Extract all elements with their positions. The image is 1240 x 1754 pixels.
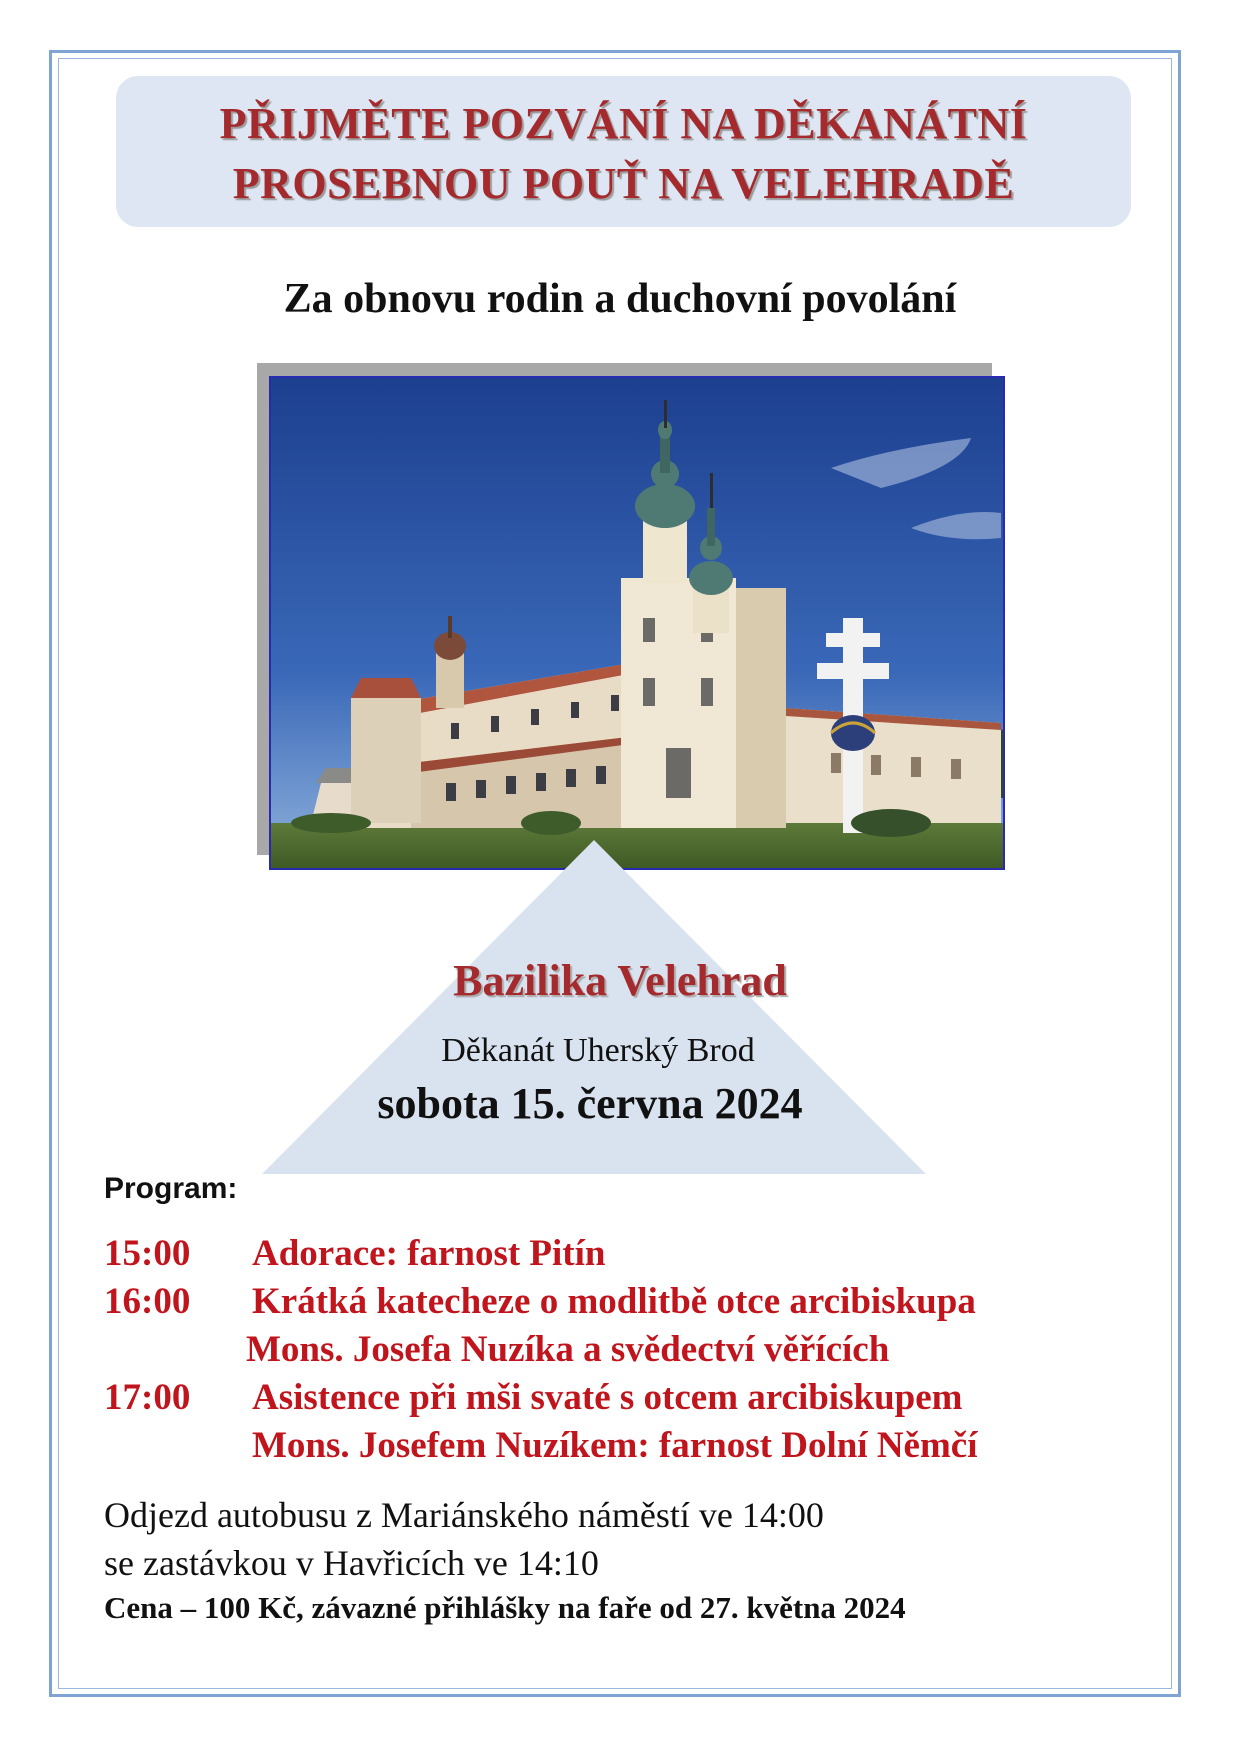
program-label: Program: [104, 1172, 238, 1205]
basilica-photo [269, 376, 1005, 870]
program-text-3a: Asistence při mši svaté s otcem arcibiskupem [252, 1377, 963, 1418]
subtitle: Za obnovu rodin a duchovní povolání [283, 276, 957, 322]
price-info: Cena – 100 Kč, závazné přihlášky na faře od 27. května 2024 [104, 1590, 906, 1625]
event-deanery: Děkanát Uherský Brod [441, 1032, 755, 1069]
program-text-1: Adorace: farnost Pitín [252, 1233, 606, 1274]
transport-line-1: Odjezd autobusu z Mariánského náměstí ve 14:00 [104, 1495, 824, 1535]
event-place: Bazilika Velehrad [453, 956, 787, 1005]
program-text-3b: Mons. Josefem Nuzíkem: farnost Dolní Němčí [252, 1425, 978, 1466]
transport-line-2: se zastávkou v Havřicích ve 14:10 [104, 1543, 599, 1583]
title-line-1: PŘIJMĚTE POZVÁNÍ NA DĚKANÁTNÍ [219, 99, 1028, 148]
title-line-2: PROSEBNOU POUŤ NA VELEHRADĚ [232, 159, 1015, 208]
basilica-illustration [271, 378, 1003, 868]
event-date: sobota 15. června 2024 [377, 1079, 803, 1128]
program-time-1: 15:00 [104, 1233, 191, 1274]
program-text-2a: Krátká katecheze o modlitbě otce arcibiskupa [252, 1281, 976, 1322]
program-time-3: 17:00 [104, 1377, 191, 1418]
program-text-2b: Mons. Josefa Nuzíka a svědectví věřících [246, 1329, 890, 1370]
program-time-2: 16:00 [104, 1281, 191, 1322]
